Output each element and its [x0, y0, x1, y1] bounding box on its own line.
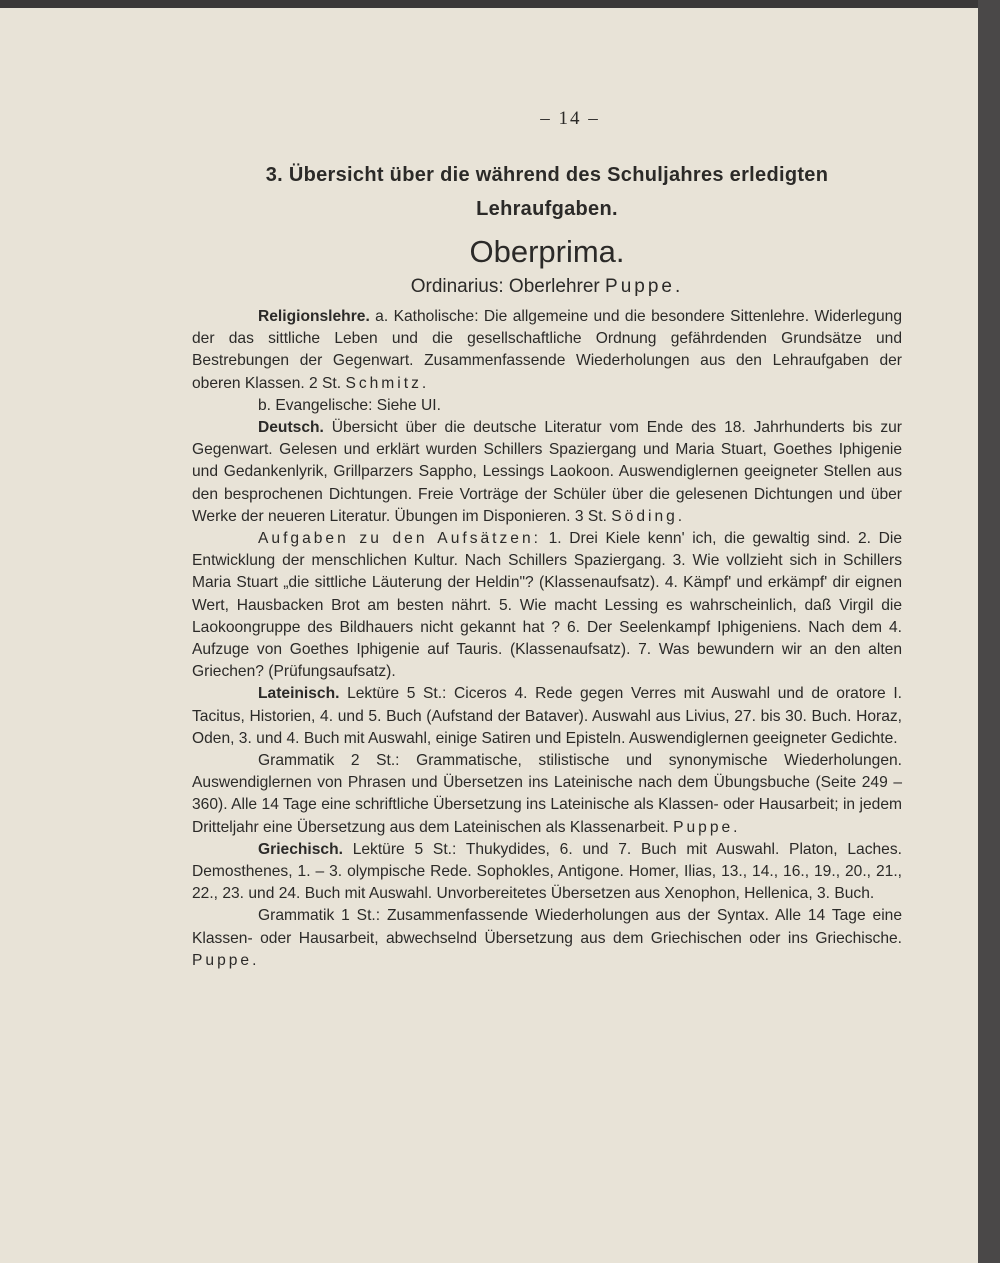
text-aufsaetze: 1. Drei Kiele kenn' ich, die gewaltig sind. 2. Die Entwicklung der menschlichen Kultur. Nach Schillers Spaziergang. 3. Wie vollzieht sich in Schillers Maria Stuart „die sittliche Läuterung der Heldin"? (Klassenaufsatz). 4. Kämpf' und erkämpf' dir eignen Wert, Hausbacken Brot am besten nährt. 5. Wie macht Lessing es wahrscheinlich, daß Virgil die Laokoongruppe des Bildhauers nicht gekannt hat ? 6. Der Seelenkampf Iphigeniens. Nach dem 4. Aufzuge von Goethes Iphigenie auf Tauris. (Klassenaufsatz). 7. Was bewundern wir an den alten Griechen? (Prüfungsaufsatz). [192, 530, 902, 681]
body-text [192, 306, 902, 972]
ordinarius-line [192, 276, 902, 298]
section-title-line1: 3. Übersicht über die während des Schuljahres erledigten [265, 164, 829, 186]
section-title [192, 158, 902, 226]
teacher-deutsch: Söding. [611, 507, 686, 525]
text-latein: Lektüre 5 St.: Ciceros 4. Rede gegen Verres mit Auswahl und de oratore I. Tacitus, Historien, 4. und 5. Buch (Aufstand der Bataver). Auswahl aus Livius, 27. bis 30. Buch. Horaz, Oden, 3. und 4. Buch mit Auswahl, einige Satiren und Episteln. Auswendiglernen geeigneter Gedichte. [192, 685, 902, 747]
heading-latein: Lateinisch. [258, 685, 340, 703]
text-religion: a. Katholische: Die allgemeine und die besondere Sittenlehre. Widerlegung der das sittliche Leben und die gesellschaftliche Ordnung gefährdenden Grundsätze und Bestrebungen der Gegenwart. Zusammenfassende Wiederholungen aus den Lehraufgaben der oberen Klassen. 2 St. [192, 308, 902, 392]
text-latein-grammatik: Grammatik 2 St.: Grammatische, stilistische und synonymische Wiederholungen. Auswendiglernen von Phrasen und Übersetzen ins Lateinische nach dem Übungsbuche (Seite 249 – 360). Alle 14 Tage eine schriftliche Übersetzung ins Lateinische als Klassen- oder Hausarbeit; in jedem Dritteljahr eine Übersetzung aus dem Lateinischen als Klassenarbeit. [192, 752, 902, 836]
paragraph-griechisch [192, 839, 902, 906]
paragraph-religion-b: b. Evangelische: Siehe UI. [258, 396, 441, 414]
paragraph-religion [192, 306, 902, 395]
heading-deutsch: Deutsch. [258, 419, 324, 437]
section-title-line2: Lehraufgaben. [476, 198, 618, 220]
ordinarius-name: Puppe. [605, 276, 684, 297]
heading-griechisch: Griechisch. [258, 840, 343, 858]
paragraph-deutsch [192, 417, 902, 528]
scan-edge [978, 0, 1000, 1263]
text-deutsch: Übersicht über die deutsche Literatur vom Ende des 18. Jahrhunderts bis zur Gegenwart. Gelesen und erklärt wurden Schillers Spaziergang und Maria Stuart, Goethes Iphigenie und Gedankenlyrik, Grillparzers Sappho, Lessings Laokoon. Auswendiglernen geeigneter Stellen aus den besprochenen Dichtungen. Freie Vorträge der Schüler über die gelesenen Dichtungen und über Werke der neueren Literatur. Übungen im Disponieren. 3 St. [192, 419, 902, 525]
ordinarius-prefix: Ordinarius: Oberlehrer [410, 276, 600, 297]
heading-aufsaetze: Aufgaben zu den Aufsätzen: [258, 530, 541, 548]
class-title: Oberprima. [469, 234, 625, 269]
paragraph-griechisch-grammatik [192, 905, 902, 972]
heading-religion: Religionslehre. [258, 308, 370, 325]
teacher-griechisch: Puppe. [192, 951, 260, 969]
page-sheet [0, 8, 980, 1263]
teacher-religion: Schmitz. [345, 374, 430, 392]
paragraph-latein [192, 683, 902, 750]
text-griechisch-grammatik: Grammatik 1 St.: Zusammenfassende Wiederholungen aus der Syntax. Alle 14 Tage eine Klassen- oder Hausarbeit, abwechselnd Übersetzung aus dem Griechischen oder ins Griechische. [192, 907, 902, 947]
page-number: – 14 – [540, 108, 600, 129]
paragraph-latein-grammatik [192, 750, 902, 839]
text-griechisch: Lektüre 5 St.: Thukydides, 6. und 7. Buch mit Auswahl. Platon, Laches. Demosthenes, 1. – 3. olympische Rede. Sophokles, Antigone. Homer, Ilias, 13., 14., 16., 19., 20., 21., 22., 23. und 24. Buch mit Auswahl. Unvorbereitetes Übersetzen aus Xenophon, Hellenica, 3. Buch. [192, 840, 902, 903]
paragraph-aufsaetze [192, 528, 902, 683]
teacher-latein: Puppe. [673, 818, 741, 836]
